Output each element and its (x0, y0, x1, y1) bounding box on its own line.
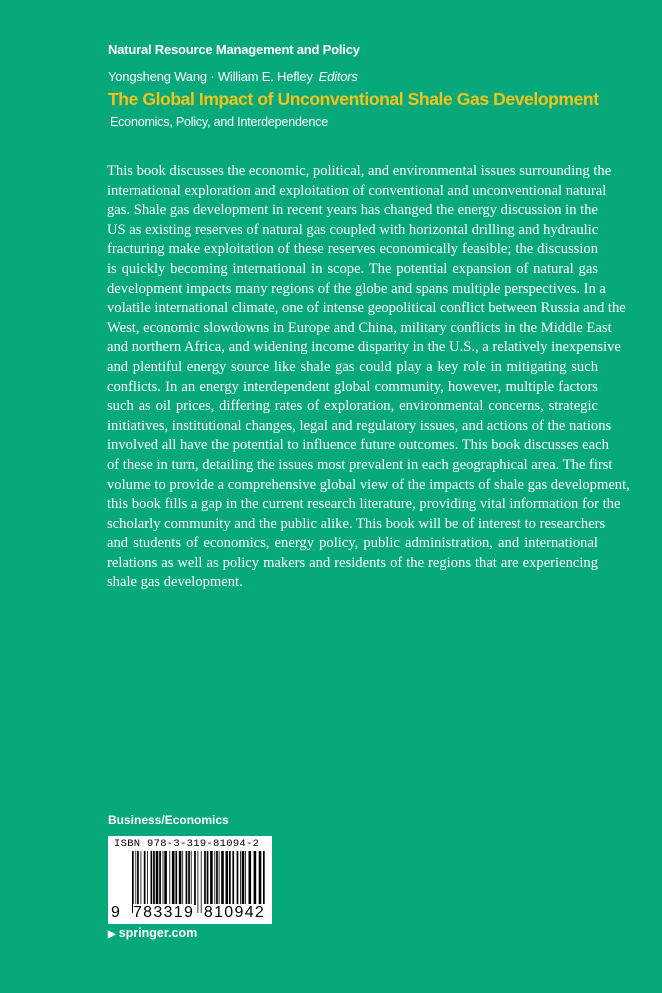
barcode-bar (226, 851, 229, 905)
barcode-bar (219, 851, 220, 905)
description-line: and plentiful energy source like shale gas could play a key role in mitigating such (107, 358, 598, 375)
barcode-bar (188, 851, 190, 905)
barcode-bar (144, 851, 146, 905)
barcode-bar (237, 851, 239, 905)
barcode-bar (194, 851, 196, 905)
barcode-bar (245, 851, 246, 905)
category-label: Business/Economics (108, 813, 229, 827)
barcode-bar (156, 851, 159, 905)
barcode-bar (232, 851, 234, 905)
description-line: volatile international climate, one of intense geopolitical conflict between Russia and the (107, 300, 626, 317)
isbn-text: ISBN 978-3-319-81094-2 (114, 838, 260, 850)
description-line: involved all have the potential to influence future outcomes. This book discusses each (107, 437, 609, 454)
book-subtitle: Economics, Policy, and Interdependence (110, 115, 328, 129)
barcode-bar (216, 851, 218, 905)
description-line: fracturing make exploitation of these reserves economically feasible; the discussion (107, 241, 598, 258)
editors-role: Editors (318, 69, 358, 84)
description-line: gas. Shale gas development in recent years has changed the energy discussion in the (107, 202, 598, 219)
barcode-bar (214, 851, 215, 905)
editor-names: Yongsheng Wang · William E. Hefley (108, 69, 313, 84)
barcode-digit-first: 9 (111, 904, 122, 921)
description-line: conflicts. In an energy interdependent global community, however, multiple factors (107, 378, 598, 395)
barcode-bar (147, 851, 148, 905)
barcode-bar (164, 851, 167, 905)
barcode-bar (163, 851, 164, 905)
description-line: volume to provide a comprehensive global view of the impacts of shale gas development, (107, 476, 630, 493)
description-line: of these in turn, detailing the issues most prevalent in each geographical area. The first (107, 456, 613, 473)
barcode-digits (111, 904, 265, 922)
isbn-barcode (108, 836, 272, 924)
barcode-digits-right: 810942 (203, 904, 266, 921)
barcode-bar (182, 851, 183, 905)
barcode-bar (137, 851, 139, 905)
arrow-right-icon: ▶ (108, 929, 116, 940)
description-line: relations as well as policy makers and residents of the regions that are experiencing (107, 554, 598, 571)
barcode-bar (169, 851, 170, 905)
description-line: is quickly becoming international in scope. The potential expansion of natural gas (107, 260, 598, 277)
barcode-bar (135, 851, 136, 905)
editors (108, 69, 358, 84)
barcode-bar (186, 851, 188, 905)
barcode-bar (141, 851, 142, 905)
barcode-bar (207, 851, 209, 905)
barcode-bar (175, 851, 177, 905)
website-text: springer.com (118, 926, 198, 940)
website-link[interactable] (108, 926, 197, 940)
barcode-bar (172, 851, 175, 905)
description-line: international exploration and exploitation of conventional and unconventional natural (107, 182, 607, 199)
book-description (107, 162, 630, 593)
description-line: This book discusses the economic, political, and environmental issues surrounding the (107, 163, 612, 179)
barcode-bar (151, 851, 153, 905)
barcode-bar (204, 851, 206, 905)
barcode-bar (259, 851, 262, 905)
description-line: West, economic slowdowns in Europe and China, military conflicts in the Middle East (107, 319, 612, 336)
barcode-bar (242, 851, 245, 905)
barcode-bar (159, 851, 161, 905)
barcode-bar (191, 851, 192, 905)
barcode-bar (229, 851, 231, 905)
barcode-bar (179, 851, 182, 905)
description-line: such as oil prices, differing rates of exploration, environmental concerns, strategic (107, 398, 598, 415)
barcode-bar (254, 851, 257, 905)
description-line: initiatives, institutional changes, legal and regulatory issues, and actions of the nations (107, 417, 612, 434)
description-line: and students of economics, energy policy, public administration, and international (107, 535, 598, 552)
barcode-bar (240, 851, 241, 905)
barcode-bar (221, 851, 224, 905)
barcode-bar (210, 851, 213, 905)
barcode-digits-left: 783319 (132, 904, 195, 921)
description-line: and northern Africa, and widening income disparity in the U.S., a relatively inexpensive (107, 339, 621, 356)
description-line: development impacts many regions of the globe and spans multiple perspectives. In a (107, 280, 606, 297)
barcode-bar (249, 851, 252, 905)
book-title: The Global Impact of Unconventional Shale Gas Development (108, 89, 599, 109)
barcode-bar (153, 851, 155, 905)
description-line: shale gas development. (107, 574, 243, 591)
description-line: US as existing reserves of natural gas coupled with horizontal drilling and hydraulic (107, 221, 599, 238)
series-name: Natural Resource Management and Policy (108, 42, 360, 57)
description-line: scholarly community and the public alike. This book will be of interest to researchers (107, 515, 606, 532)
description-line: this book fills a gap in the current research literature, providing vital information for the (107, 496, 621, 513)
